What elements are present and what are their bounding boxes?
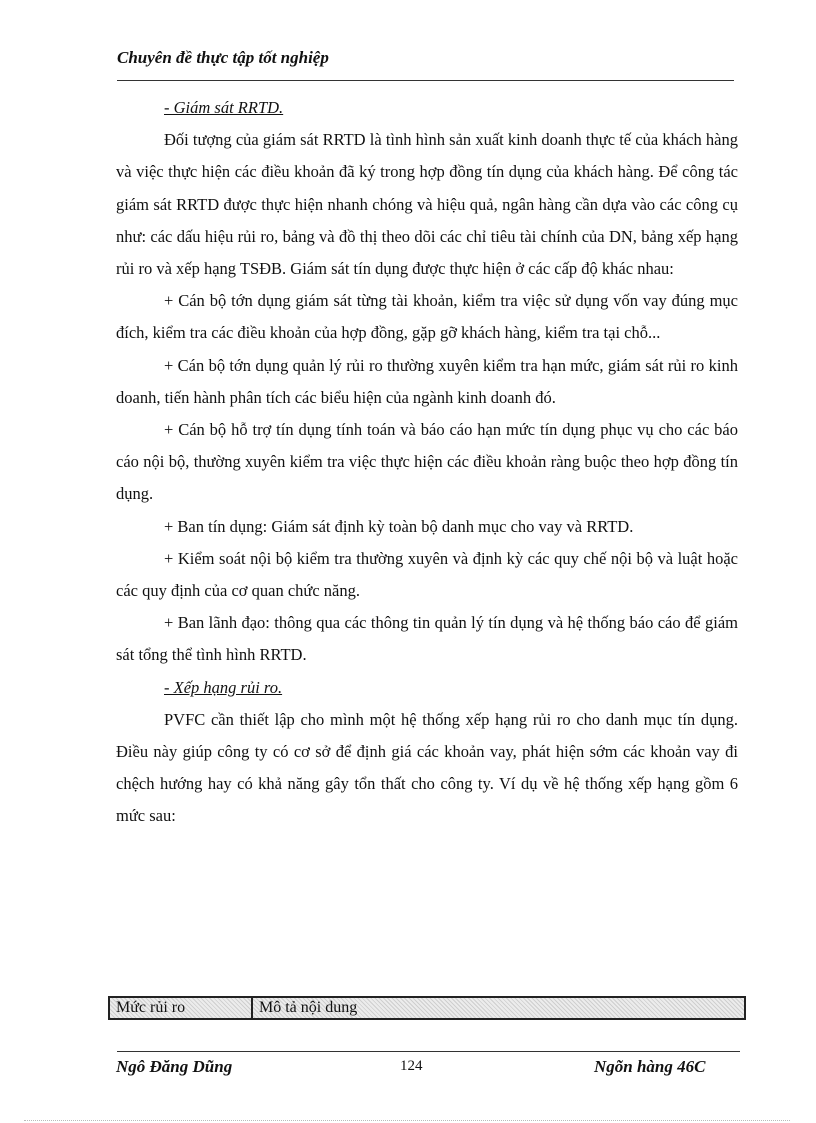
section-heading <box>116 672 738 704</box>
section-heading-text: - Xếp hạng rủi ro. <box>164 677 283 697</box>
section-heading <box>116 92 738 124</box>
document-body <box>116 92 738 833</box>
footer-author: Ngô Đăng Dũng <box>116 1057 233 1076</box>
section-heading-text: - Giám sát RRTD. <box>164 98 284 117</box>
page-header-title: Chuyên đề thực tập tốt nghiệp <box>117 48 329 67</box>
paragraph: + Kiểm soát nội bộ kiểm tra thường xuyên và định kỳ các quy chế nội bộ và luật hoặc các quy định của cơ quan chức năng. <box>116 548 738 601</box>
header-rule <box>117 80 734 81</box>
paragraph: + Cán bộ tớn dụng giám sát từng tài khoản, kiểm tra việc sử dụng vốn vay đúng mục đích, kiểm tra các điều khoản của hợp đồng, gặp gỡ khách hàng, kiểm tra tại chỗ... <box>116 291 738 343</box>
page-number: 124 <box>400 1058 423 1074</box>
paragraph: + Cán bộ hỗ trợ tín dụng tính toán và báo cáo hạn mức tín dụng phục vụ cho các báo cáo nội bộ, thường xuyên kiểm tra việc thực hiện các điều khoản ràng buộc theo hợp đồng tín dụng. <box>116 420 738 504</box>
paragraph: + Cán bộ tớn dụng quản lý rủi ro thường xuyên kiểm tra hạn mức, giám sát rủi ro kinh doanh, tiến hành phân tích các biểu hiện của ngành kinh doanh đó. <box>116 355 738 407</box>
paragraph: PVFC cần thiết lập cho mình một hệ thống xếp hạng rủi ro cho danh mục tín dụng. Điều này giúp công ty có cơ sở để định giá các khoản vay, phát hiện sớm các khoản vay đi chệch hướng hay có khả năng gây tổn thất cho công ty. Ví dụ về hệ thống xếp hạng gồm 6 mức sau: <box>116 709 738 826</box>
footer-rule <box>117 1051 740 1052</box>
table-header-cell: Mô tả nội dung <box>259 999 358 1016</box>
paragraph: Đối tượng của giám sát RRTD là tình hình sản xuất kinh doanh thực tế của khách hàng và việc thực hiện các điều khoản đã ký trong hợp đồng tín dụng của khách hàng. Để công tác giám sát RRTD được thực hiện nhanh chóng và hiệu quả, ngân hàng cần dựa vào các công cụ như: các dấu hiệu rủi ro, bảng và đồ thị theo dõi các chỉ tiêu tài chính của DN, bảng xếp hạng rủi ro và xếp hạng TSĐB. Giám sát tín dụng được thực hiện ở các cấp độ khác nhau: <box>116 130 738 279</box>
paragraph: + Ban lãnh đạo: thông qua các thông tin quản lý tín dụng và hệ thống báo cáo để giám sát tổng thể tình hình RRTD. <box>116 613 738 665</box>
paragraph: + Ban tín dụng: Giám sát định kỳ toàn bộ danh mục cho vay và RRTD. <box>164 516 634 536</box>
risk-level-table-header <box>108 996 746 1020</box>
page-edge-dots <box>24 1120 790 1121</box>
table-header-cell: Mức rủi ro <box>110 998 253 1018</box>
footer-class: Ngõn hàng 46C <box>594 1057 706 1076</box>
